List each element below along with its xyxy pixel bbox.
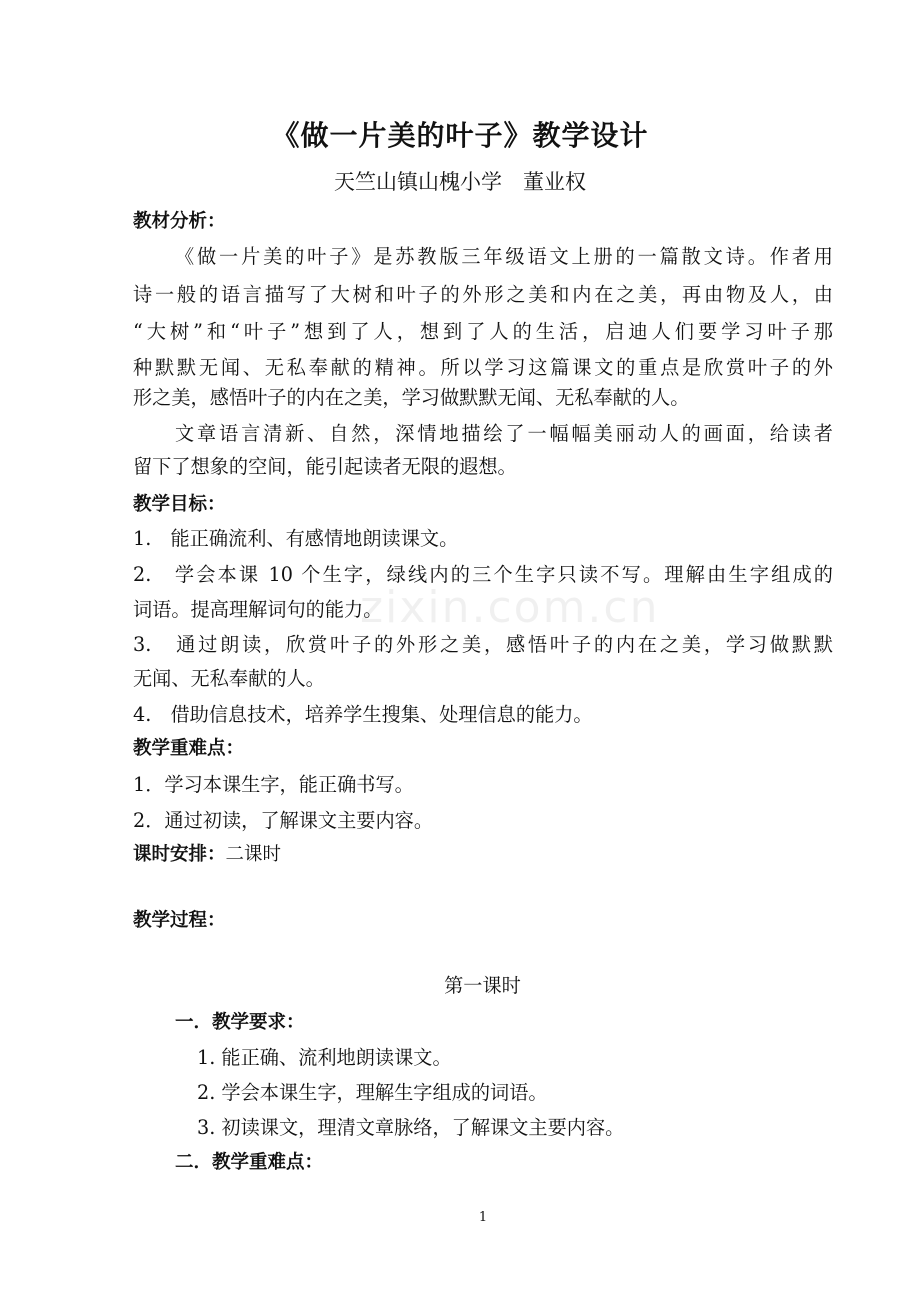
requirement-item: 2. 学会本课生字，理解生字组成的词语。	[197, 1081, 548, 1104]
schedule-label: 课时安排：	[133, 844, 226, 865]
analysis-heading: 教材分析：	[133, 211, 226, 232]
analysis-line: 形之美，感悟叶子的内在之美，学习做默默无闻、无私奉献的人。	[133, 386, 690, 409]
requirement-item: 1. 能正确、流利地朗读课文。	[197, 1046, 452, 1069]
goal-item: 2. 学会本课 10 个生字，绿线内的三个生字只读不写。理解由生字组成的	[133, 563, 833, 586]
author-line: 天竺山镇山槐小学 董业权	[334, 170, 586, 194]
analysis-line: 文章语言清新、自然，深情地描绘了一幅幅美丽动人的画面，给读者	[175, 422, 833, 445]
analysis-line: 留下了想象的空间，能引起读者无限的遐想。	[133, 455, 517, 478]
section-heading: 一．教学要求：	[175, 1012, 305, 1033]
key-point-item: 2．通过初读，了解课文主要内容。	[133, 809, 434, 832]
document-title: 《做一片美的叶子》教学设计	[271, 119, 649, 152]
analysis-line: 《做一片美的叶子》是苏教版三年级语文上册的一篇散文诗。作者用	[175, 245, 833, 268]
key-points-heading: 教学重难点：	[133, 738, 245, 759]
schedule-line	[133, 838, 281, 872]
schedule-value: 二课时	[225, 844, 282, 865]
key-point-item: 1．学习本课生字，能正确书写。	[133, 773, 414, 796]
goal-item: 词语。提高理解词句的能力。	[133, 598, 383, 621]
lesson-title: 第一课时	[444, 974, 521, 997]
analysis-line: “大树”和“叶子”想到了人，想到了人的生活，启迪人们要学习叶子那	[133, 320, 833, 343]
analysis-line: 诗一般的语言描写了大树和叶子的外形之美和内在之美，再由物及人，由	[133, 283, 833, 306]
goal-item: 1. 能正确流利、有感情地朗读课文。	[133, 527, 459, 550]
requirement-item: 3. 初读课文，理清文章脉络，了解课文主要内容。	[197, 1116, 625, 1139]
watermark: zixin.com.cn	[360, 582, 660, 633]
goal-item: 3. 通过朗读，欣赏叶子的外形之美，感悟叶子的内在之美，学习做默默	[133, 633, 833, 656]
goal-item: 无闻、无私奉献的人。	[133, 667, 325, 690]
goals-heading: 教学目标：	[133, 494, 226, 515]
goal-item: 4. 借助信息技术，培养学生搜集、处理信息的能力。	[133, 703, 593, 726]
page-number: 1	[478, 1210, 488, 1225]
analysis-line: 种默默无闻、无私奉献的精神。所以学习这篇课文的重点是欣赏叶子的外	[133, 356, 833, 379]
process-heading: 教学过程：	[133, 910, 226, 931]
section-heading: 二．教学重难点：	[175, 1152, 324, 1173]
